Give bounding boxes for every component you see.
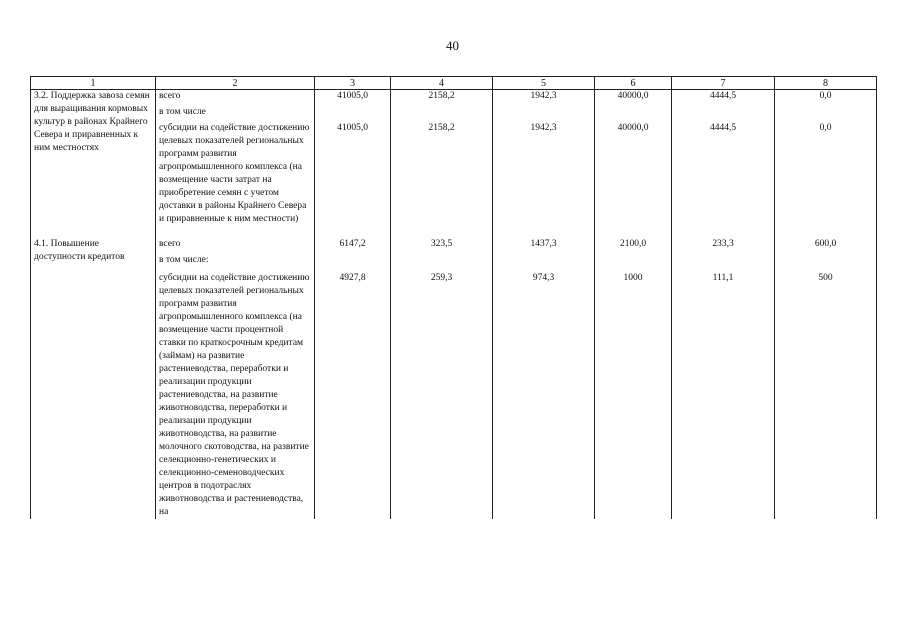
value-cell xyxy=(672,103,775,122)
value-cell: 6147,2 xyxy=(315,238,391,251)
value-cell: 1942,3 xyxy=(493,122,595,226)
row-description: субсидии на содействие достижению целевых показателей региональных программ развития агропромышленного комплекса (на возмещение части затрат на приобретение семян с учетом доставки в районы Крайнего Севера и приравненные к ним местности) xyxy=(156,122,315,226)
value-cell xyxy=(775,251,877,272)
value-cell xyxy=(315,251,391,272)
value-cell xyxy=(315,103,391,122)
table-row xyxy=(31,90,877,104)
value-cell xyxy=(391,251,493,272)
header-cell-2: 2 xyxy=(156,77,315,90)
header-row xyxy=(31,77,877,90)
header-cell-1: 1 xyxy=(31,77,156,90)
value-cell: 111,1 xyxy=(672,272,775,519)
value-cell: 259,3 xyxy=(391,272,493,519)
value-cell: 0,0 xyxy=(775,90,877,104)
table-row xyxy=(31,122,877,226)
value-cell: 2100,0 xyxy=(595,238,672,251)
value-cell: 500 xyxy=(775,272,877,519)
value-cell: 0,0 xyxy=(775,122,877,226)
value-cell: 323,5 xyxy=(391,238,493,251)
value-cell xyxy=(595,103,672,122)
value-cell: 4444,5 xyxy=(672,122,775,226)
value-cell xyxy=(493,103,595,122)
value-cell: 1000 xyxy=(595,272,672,519)
value-cell: 4444,5 xyxy=(672,90,775,104)
table-row xyxy=(31,238,877,251)
value-cell: 41005,0 xyxy=(315,90,391,104)
header-cell-3: 3 xyxy=(315,77,391,90)
value-cell xyxy=(775,103,877,122)
measure-name: 4.1. Повышение доступности кредитов xyxy=(31,238,156,519)
value-cell: 974,3 xyxy=(493,272,595,519)
header-cell-8: 8 xyxy=(775,77,877,90)
value-cell: 40000,0 xyxy=(595,122,672,226)
value-cell: 41005,0 xyxy=(315,122,391,226)
value-cell xyxy=(493,251,595,272)
row-description: всего xyxy=(156,90,315,104)
value-cell: 600,0 xyxy=(775,238,877,251)
budget-table xyxy=(30,76,877,519)
table-row xyxy=(31,103,877,122)
measure-name: 3.2. Поддержка завоза семян для выращивания кормовых культур в районах Крайнего Севера и приравненных к ним местностях xyxy=(31,90,156,227)
value-cell xyxy=(595,251,672,272)
value-cell: 2158,2 xyxy=(391,122,493,226)
row-spacer xyxy=(31,226,877,238)
value-cell: 1942,3 xyxy=(493,90,595,104)
value-cell: 233,3 xyxy=(672,238,775,251)
header-cell-6: 6 xyxy=(595,77,672,90)
value-cell xyxy=(391,103,493,122)
table-row xyxy=(31,251,877,272)
page-number: 40 xyxy=(446,38,459,53)
value-cell: 2158,2 xyxy=(391,90,493,104)
value-cell xyxy=(672,251,775,272)
value-cell: 1437,3 xyxy=(493,238,595,251)
header-cell-4: 4 xyxy=(391,77,493,90)
header-cell-7: 7 xyxy=(672,77,775,90)
table-row xyxy=(31,272,877,519)
row-description: субсидии на содействие достижению целевых показателей региональных программ развития агропромышленного комплекса (на возмещение части процентной ставки по краткосрочным кредитам (займам) на развитие растениеводства, переработки и реализации продукции растениеводства, на развитие животноводства, переработки и реализации продукции животноводства, на развитие молочного скотоводства, на развитие селекционно-генетических и селекционно-семеноводческих центров в подотраслях животноводства и растениеводства, на xyxy=(156,272,315,519)
header-cell-5: 5 xyxy=(493,77,595,90)
value-cell: 4927,8 xyxy=(315,272,391,519)
row-description: всего xyxy=(156,238,315,251)
value-cell: 40000,0 xyxy=(595,90,672,104)
row-description: в том числе xyxy=(156,103,315,122)
row-description: в том числе: xyxy=(156,251,315,272)
